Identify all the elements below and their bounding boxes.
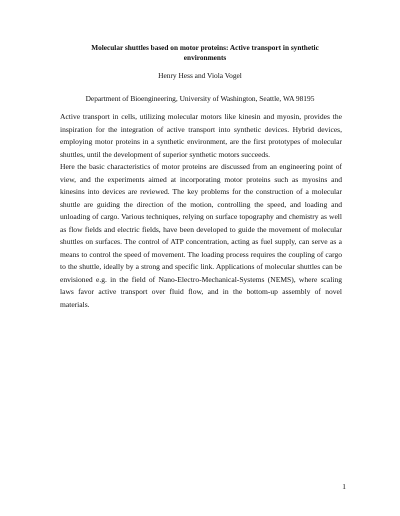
- author-affiliation: Department of Bioengineering, University of Washington, Seattle, WA 98195: [85, 94, 315, 103]
- abstract-body: [60, 111, 342, 311]
- abstract-paragraph-2: Here the basic characteristics of motor proteins are discussed from an engineering point of view, and the experiments aimed at incorporating motor proteins such as myosins and kinesins into devices are reviewed. The key problems for the construction of a molecular shuttle are guiding the direction of the motion, controlling the speed, and loading and unloading of cargo. Various techniques, relying on surface topography and chemistry as well as flow fields and electric fields, have been developed to guide the movement of molecular shuttles on surfaces. The control of ATP concentration, acting as fuel supply, can serve as a means to control the speed of movement. The loading process requires the coupling of cargo to the shuttle, ideally by a strong and specific link. Applications of molecular shuttles can be envisioned e.g. in the field of Nano-Electro-Mechanical-Systems (NEMS), where scaling laws favor active transport over fluid flow, and in the bottom-up assembly of novel materials.: [60, 162, 342, 309]
- page-number: 1: [342, 482, 346, 491]
- paper-authors: Henry Hess and Viola Vogel: [158, 71, 242, 80]
- abstract-paragraph-1: Active transport in cells, utilizing molecular motors like kinesin and myosin, provides the inspiration for the integration of active transport into synthetic devices. Hybrid devices, employing motor proteins in a synthetic environment, are the first prototypes of molecular shuttles, until the development of superior synthetic motors succeeds.: [60, 112, 342, 159]
- paper-title: Molecular shuttles based on motor proteins: Active transport in synthetic environments: [91, 43, 319, 62]
